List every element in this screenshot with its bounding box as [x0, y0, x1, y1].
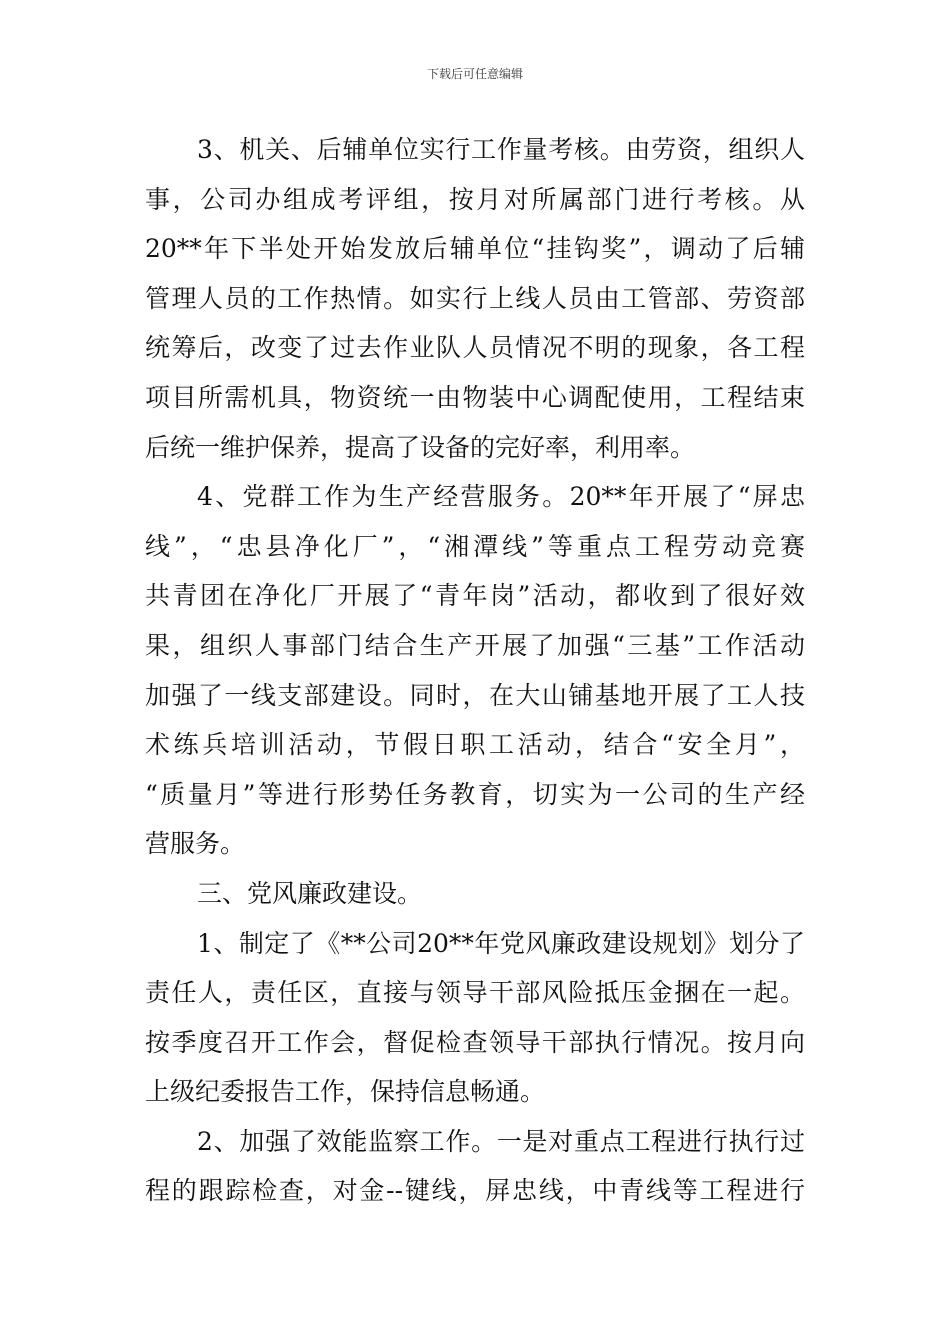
paragraph	[145, 919, 805, 1117]
text-line: 责任人，责任区，直接与领导干部风险抵压金捆在一起。	[145, 978, 805, 1008]
text-line: 按季度召开工作会，督促检查领导干部执行情况。按月向	[145, 1027, 805, 1057]
text-line: 加强了一线支部建设。同时，在大山铺基地开展了工人技	[145, 680, 805, 710]
text-line: “质量月”等进行形势任务教育，切实为一公司的生产经	[145, 779, 805, 809]
text-line: 后统一维护保养，提高了设备的完好率，利用率。	[145, 432, 696, 462]
paragraph	[145, 125, 805, 472]
text-line: 2、加强了效能监察工作。一是对重点工程进行执行过	[197, 1126, 805, 1156]
text-line: 3、机关、后辅单位实行工作量考核。由劳资，组织人	[197, 135, 805, 164]
text-line: 20**年下半处开始发放后辅单位“挂钩奖”，调动了后辅	[145, 234, 805, 264]
text-line: 统筹后，改变了过去作业队人员情况不明的现象，各工程	[145, 333, 805, 363]
text-line: 线”，“忠县净化厂”，“湘潭线”等重点工程劳动竞赛	[145, 531, 805, 561]
page-header: 下载后可任意编辑	[426, 67, 523, 81]
text-line: 程的跟踪检查，对金--键线，屏忠线，中青线等工程进行	[145, 1176, 805, 1206]
text-line: 项目所需机具，物资统一由物装中心调配使用，工程结束	[145, 382, 805, 412]
paragraph	[145, 1117, 805, 1216]
text-line: 术练兵培训活动，节假日职工活动，结合“安全月”，	[145, 730, 805, 760]
text-line: 上级纪委报告工作，保持信息畅通。	[145, 1077, 546, 1107]
text-line: 营服务。	[145, 829, 246, 859]
text-line: 1、制定了《**公司20**年党风廉政建设规划》划分了	[197, 928, 805, 958]
text-line: 管理人员的工作热情。如实行上线人员由工管部、劳资部	[145, 283, 805, 313]
text-line: 共青团在净化厂开展了“青年岗”活动，都收到了很好效	[145, 581, 805, 611]
text-line: 事，公司办组成考评组，按月对所属部门进行考核。从	[145, 184, 805, 214]
text-line: 三、党风廉政建设。	[197, 878, 423, 908]
text-line: 4、党群工作为生产经营服务。20**年开展了“屏忠	[197, 482, 805, 512]
section-heading	[145, 869, 805, 919]
document-body	[145, 125, 805, 1216]
paragraph	[145, 472, 805, 869]
text-line: 果，组织人事部门结合生产开展了加强“三基”工作活动	[145, 630, 805, 660]
